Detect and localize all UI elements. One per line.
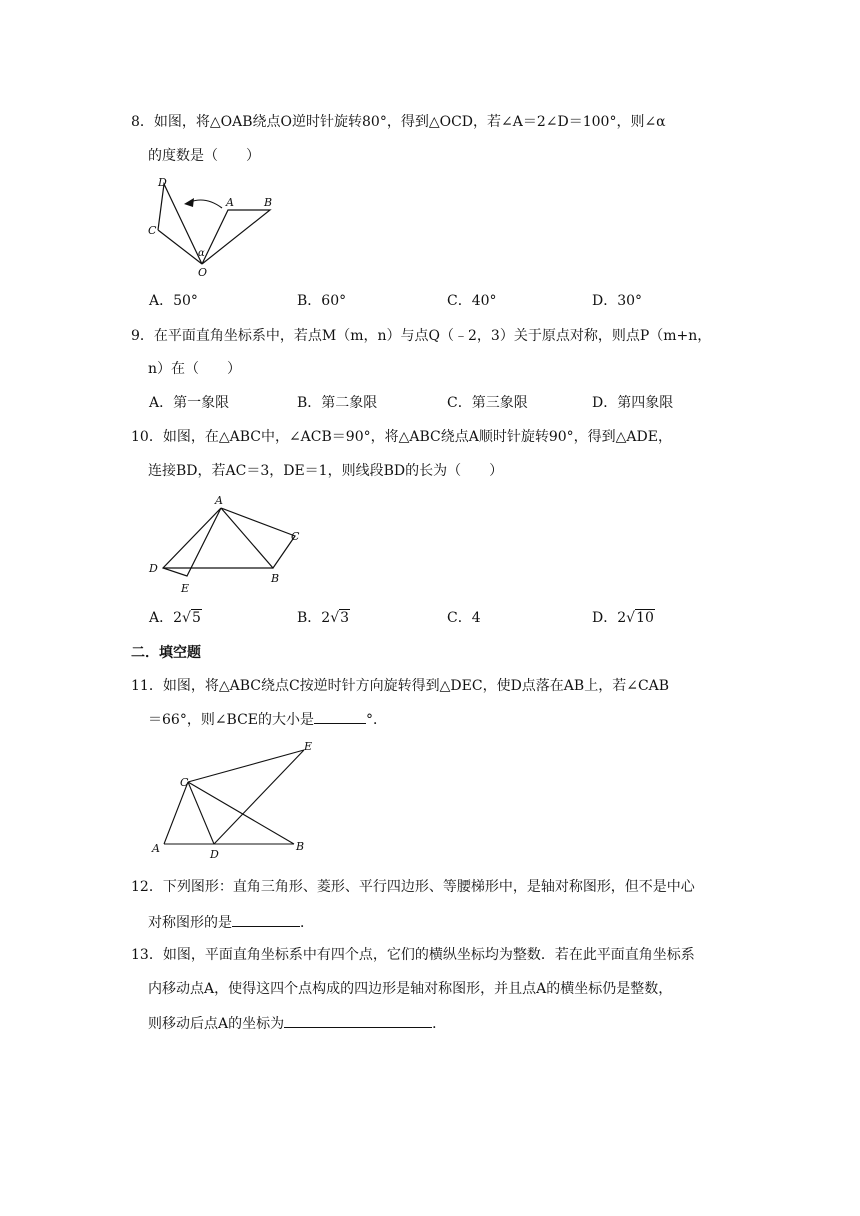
q10-option-b: B．2√3 [297, 610, 350, 626]
q10-label-C: C [291, 530, 300, 543]
q11-label-A: A [152, 842, 160, 855]
q9-line1: 9．在平面直角坐标系中，若点M（m，n）与点Q（﹣2，3）关于原点对称，则点P（m+n， [131, 328, 712, 344]
q12-line2: 对称图形的是 ． [148, 912, 314, 933]
q10-figure [145, 490, 310, 600]
q11-line1: 11．如图，将△ABC绕点C按逆时针方向旋转得到△DEC，使D点落在AB上，若∠CAB [131, 678, 670, 694]
sqrt-sign-icon: √ [182, 610, 191, 626]
q13-answer-blank[interactable] [284, 1013, 432, 1028]
q8-line2: 的度数是（ ） [148, 148, 260, 164]
q9-option-d: D．第四象限 [592, 395, 674, 411]
q8-option-d: D．30° [592, 293, 643, 309]
sqrt-sign-icon: √ [330, 610, 340, 626]
q10-option-a: A．2√5 [149, 610, 201, 626]
q12-answer-blank[interactable] [232, 912, 300, 927]
q11-label-B: B [296, 840, 305, 853]
q9-option-b: B．第二象限 [297, 395, 378, 411]
q9-option-c: C．第三象限 [447, 395, 528, 411]
q10-label-B: B [271, 572, 280, 585]
q10-label-E: E [181, 582, 190, 595]
q8-figure [140, 170, 290, 280]
q10-label-D: D [149, 562, 158, 575]
q8-option-c: C．40° [447, 293, 497, 309]
q13-line1: 13．如图，平面直角坐标系中有四个点，它们的横纵坐标均为整数．若在此平面直角坐标系 [131, 947, 695, 963]
q8-line1: 8．如图，将△OAB绕点O逆时针旋转80°，得到△OCD，若∠A＝2∠D＝100°，则∠α [131, 114, 666, 130]
q8-label-B: B [264, 196, 273, 209]
q9-option-a: A．第一象限 [149, 395, 230, 411]
q11-figure [148, 740, 318, 860]
q9-line2: n）在（ ） [148, 361, 242, 377]
q8-option-b: B．60° [297, 293, 347, 309]
q11-label-D: D [210, 848, 219, 861]
q8-label-alpha: α [198, 248, 205, 259]
q8-label-D: D [158, 176, 167, 189]
q11-label-C: C [180, 776, 189, 789]
q11-answer-blank[interactable] [314, 709, 366, 724]
section-title-fill-in: 二．填空题 [131, 645, 201, 661]
q10-line2: 连接BD，若AC＝3，DE＝1，则线段BD的长为（ ） [148, 463, 504, 479]
sqrt-sign-icon: √ [626, 610, 636, 626]
q11-line2: ＝66°，则∠BCE的大小是 °． [148, 709, 387, 730]
q11-label-E: E [304, 740, 313, 753]
q8-label-O: O [198, 266, 208, 279]
q13-line3: 则移动后点A的坐标为 ． [148, 1013, 446, 1034]
q10-line1: 10．如图，在△ABC中，∠ACB＝90°，将△ABC绕点A顺时针旋转90°，得到△ADE， [131, 429, 672, 445]
q12-line1: 12．下列图形：直角三角形、菱形、平行四边形、等腰梯形中，是轴对称图形，但不是中心 [131, 879, 695, 895]
q13-line2: 内移动点A，使得这四个点构成的四边形是轴对称图形，并且点A的横坐标仍是整数， [148, 981, 673, 997]
q8-label-C: C [148, 224, 157, 237]
q8-label-A: A [226, 196, 234, 209]
q10-label-A: A [215, 494, 223, 507]
q8-option-a: A．50° [149, 293, 198, 309]
q10-option-d: D．2√10 [592, 610, 654, 626]
q10-option-c: C．4 [447, 610, 481, 626]
